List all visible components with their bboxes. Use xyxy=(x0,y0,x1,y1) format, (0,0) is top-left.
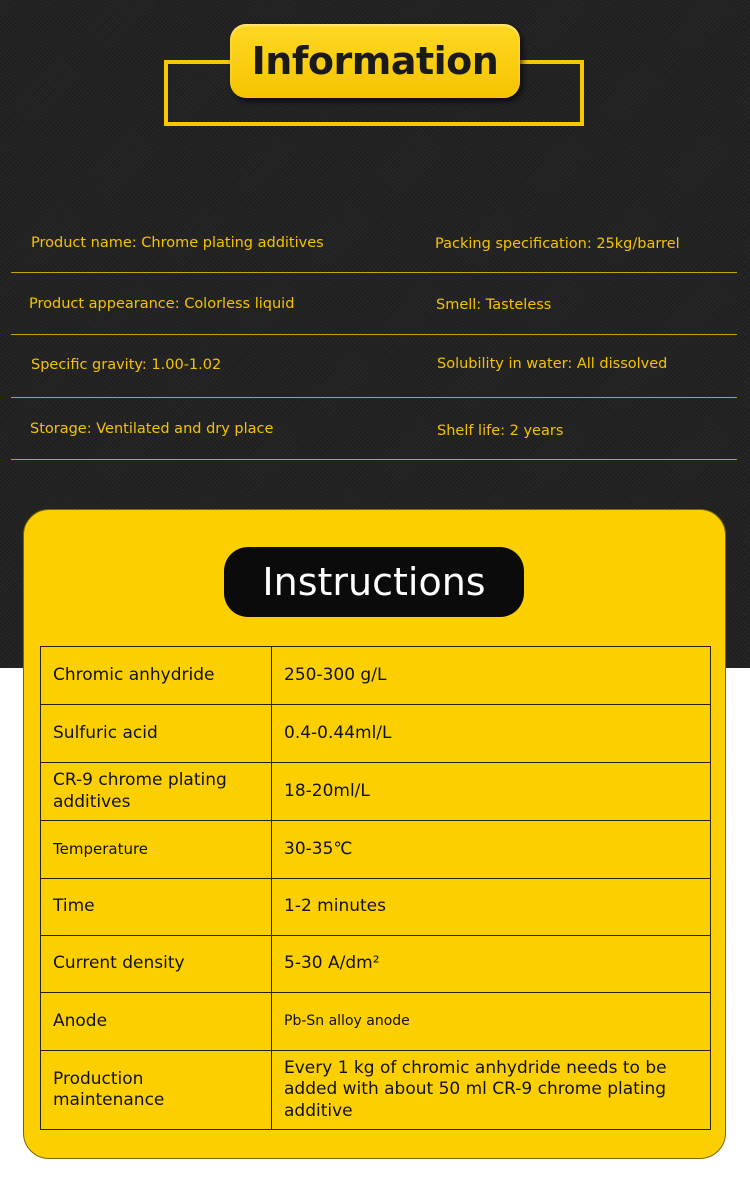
param-label: Current density xyxy=(41,936,272,993)
info-row xyxy=(11,273,737,335)
table-row xyxy=(41,936,711,993)
param-label: Chromic anhydride xyxy=(41,647,272,705)
shelf-life: Shelf life: 2 years xyxy=(437,423,564,439)
info-row xyxy=(11,398,737,460)
param-label: CR-9 chrome plating additives xyxy=(41,763,272,821)
instructions-badge xyxy=(224,547,524,617)
smell: Smell: Tasteless xyxy=(436,297,552,313)
table-row xyxy=(41,821,711,879)
param-label: Production maintenance xyxy=(41,1051,272,1130)
table-row xyxy=(41,647,711,705)
info-row xyxy=(11,211,737,273)
param-label: Temperature xyxy=(41,821,272,879)
param-label: Time xyxy=(41,879,272,936)
information-badge xyxy=(230,24,520,98)
product-appearance: Product appearance: Colorless liquid xyxy=(29,296,295,312)
table-row xyxy=(41,763,711,821)
info-row xyxy=(11,336,737,398)
instructions-title: Instructions xyxy=(262,560,486,604)
param-value: 250-300 g/L xyxy=(272,647,711,705)
specific-gravity: Specific gravity: 1.00-1.02 xyxy=(31,357,222,373)
param-value: 5-30 A/dm² xyxy=(272,936,711,993)
information-title: Information xyxy=(251,39,499,83)
param-value: 18-20ml/L xyxy=(272,763,711,821)
table-row xyxy=(41,879,711,936)
table-row xyxy=(41,993,711,1051)
param-value: Pb-Sn alloy anode xyxy=(272,993,711,1051)
table-row xyxy=(41,705,711,763)
product-name: Product name: Chrome plating additives xyxy=(31,235,324,251)
param-label: Anode xyxy=(41,993,272,1051)
packing-specification: Packing specification: 25kg/barrel xyxy=(435,236,680,252)
solubility: Solubility in water: All dissolved xyxy=(437,356,668,372)
param-value: Every 1 kg of chromic anhydride needs to be added with about 50 ml CR-9 chrome plating additive xyxy=(272,1051,711,1130)
param-value: 30-35℃ xyxy=(272,821,711,879)
storage: Storage: Ventilated and dry place xyxy=(30,421,274,437)
param-value: 1-2 minutes xyxy=(272,879,711,936)
param-label: Sulfuric acid xyxy=(41,705,272,763)
instructions-table xyxy=(40,646,711,1130)
table-row xyxy=(41,1051,711,1130)
param-value: 0.4-0.44ml/L xyxy=(272,705,711,763)
